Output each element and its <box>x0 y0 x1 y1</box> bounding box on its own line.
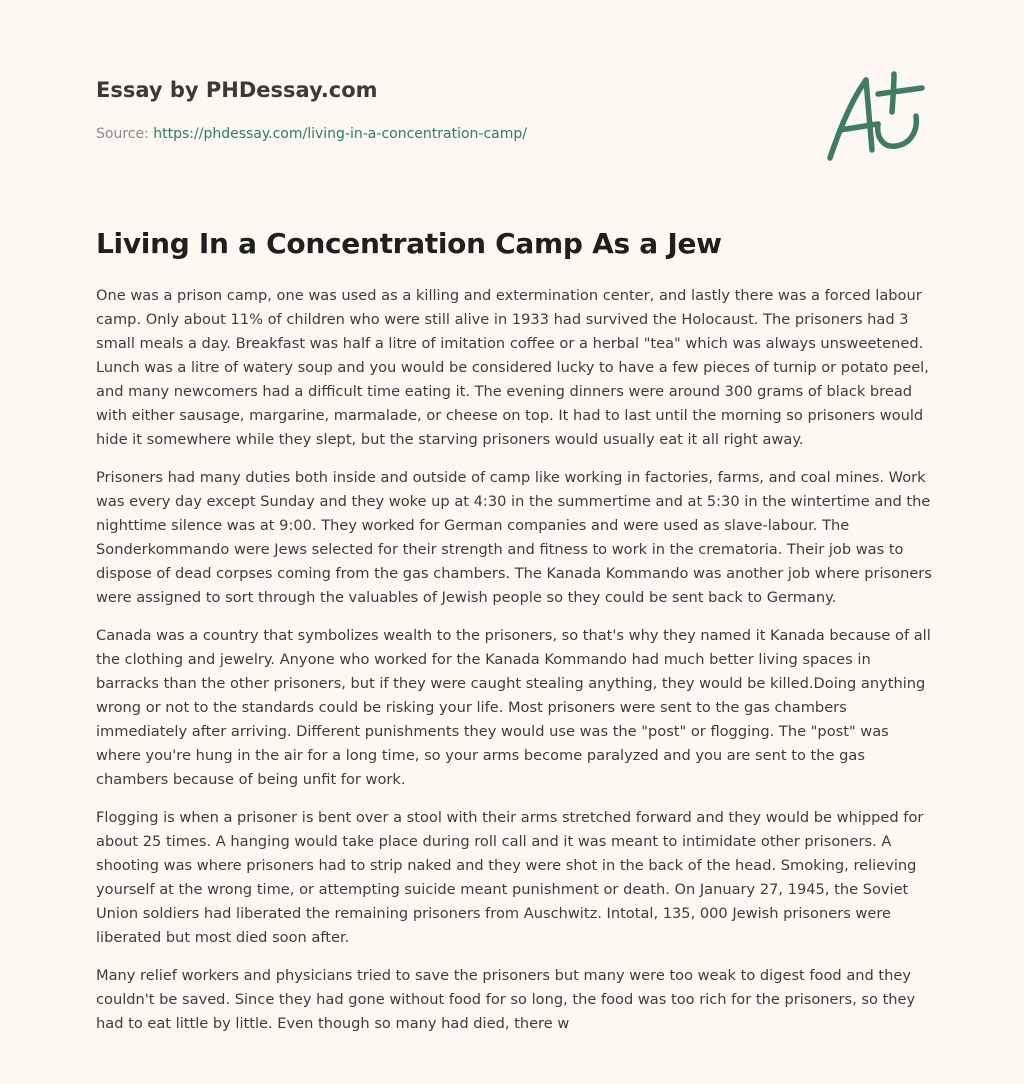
essay-body <box>96 284 932 1050</box>
essay-paragraph: Flogging is when a prisoner is bent over a stool with their arms stretched forward and they would be whipped for about 25 times. A hanging would take place during roll call and it was meant to intimidate other prisoners. A shooting was where prisoners had to strip naked and they were shot in the back of the head. Smoking, relieving yourself at the wrong time, or attempting suicide meant punishment or death. On January 27, 1945, the Soviet Union soldiers had liberated the remaining prisoners from Auschwitz. Intotal, 135, 000 Jewish prisoners were liberated but most died soon after. <box>96 809 924 946</box>
essay-title: Living In a Concentration Camp As a Jew <box>96 227 722 260</box>
essay-paragraph: Prisoners had many duties both inside and outside of camp like working in factories, farms, and coal mines. Work was every day except Sunday and they woke up at 4:30 in the summertime and at 5:30 in the wintertime and the nighttime silence was at 9:00. They worked for German companies and were used as slave-labour. The Sonderkommando were Jews selected for their strength and fitness to work in the crematoria. Their job was to dispose of dead corpses coming from the gas chambers. The Kanada Kommando was another job where prisoners were assigned to sort through the valuables of Jewish people so they could be sent back to Germany. <box>96 469 932 606</box>
source-line <box>96 124 796 144</box>
source-link[interactable]: https://phdessay.com/living-in-a-concentration-camp/ <box>153 126 527 142</box>
essay-paragraph: Many relief workers and physicians tried to save the prisoners but many were too weak to digest food and they couldn't be saved. Since they had gone without food for so long, the food was too rich for the prisoners, so they had to eat little by little. Even though so many had died, there w <box>96 967 916 1032</box>
essay-header <box>96 76 796 144</box>
a-plus-logo <box>822 68 926 164</box>
brand-title: Essay by PHDessay.com <box>96 78 378 102</box>
a-plus-logo-icon <box>822 68 926 164</box>
essay-paragraph: Canada was a country that symbolizes wealth to the prisoners, so that's why they named it Kanada because of all the clothing and jewelry. Anyone who worked for the Kanada Kommando had much better living spaces in barracks than the other prisoners, but if they were caught stealing anything, they would be killed.Doing anything wrong or not to the standards could be risking your life. Most prisoners were sent to the gas chambers immediately after arriving. Different punishments they would use was the "post" or flogging. The "post" was where you're hung in the air for a long time, so your arms become paralyzed and you are sent to the gas chambers because of being unfit for work. <box>96 627 931 788</box>
essay-paragraph: One was a prison camp, one was used as a killing and extermination center, and lastly there was a forced labour camp. Only about 11% of children who were still alive in 1933 had survived the Holocaust. The prisoners had 3 small meals a day. Breakfast was half a litre of imitation coffee or a herbal "tea" which was always unsweetened. Lunch was a litre of watery soup and you would be considered lucky to have a few pieces of turnip or potato peel, and many newcomers had a difficult time eating it. The evening dinners were around 300 grams of black bread with either sausage, margarine, marmalade, or cheese on top. It had to last until the morning so prisoners would hide it somewhere while they slept, but the starving prisoners would usually eat it all right away. <box>96 287 929 448</box>
source-label: Source: <box>96 126 154 142</box>
